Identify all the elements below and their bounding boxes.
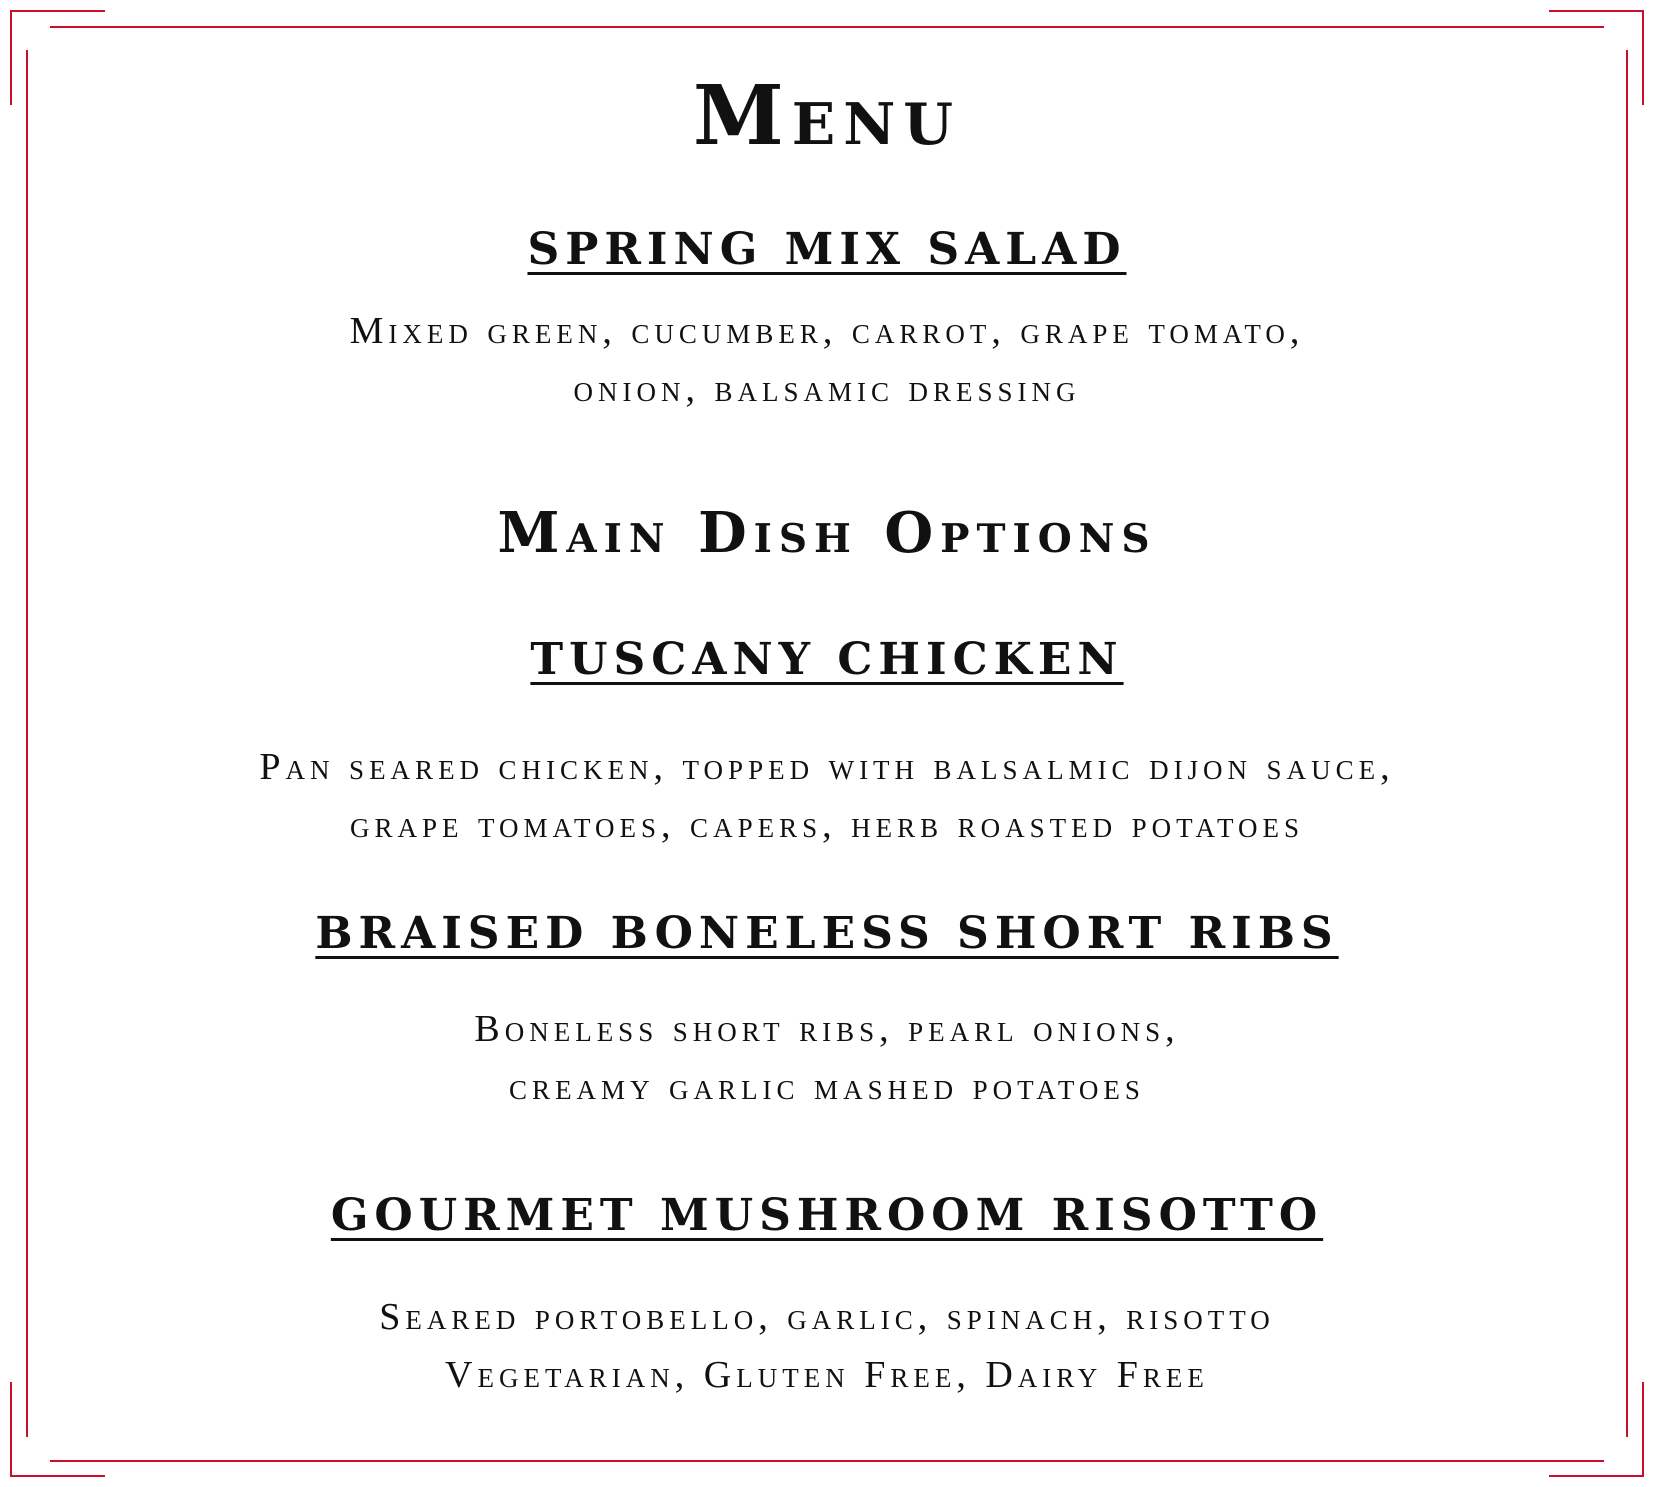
dish-title-short-ribs [0,908,1654,959]
corner-top-left-horizontal [10,10,105,12]
salad-title [0,224,1654,275]
frame-top-line [50,26,1604,28]
corner-bottom-left-horizontal [10,1475,105,1477]
dish-description-line1: Boneless short ribs, pearl onions, [474,1008,1180,1050]
corner-bottom-right-horizontal [1549,1475,1644,1477]
dish-description-line2: grape tomatoes, capers, herb roasted potatoes [350,804,1304,846]
salad-description-line2: onion, balsamic dressing [573,368,1081,410]
main-dish-heading: Main Dish Options [497,500,1157,566]
dish-description-line1: Pan seared chicken, topped with balsalmic dijon sauce, [259,746,1395,788]
dish-title-text: BRAISED BONELESS SHORT RIBS [315,908,1339,959]
dish-title-mushroom-risotto [0,1190,1654,1241]
dish-title-tuscany-chicken [0,634,1654,685]
menu-title: Menu [692,68,962,164]
frame-bottom-line [50,1460,1604,1462]
dish-title-text: TUSCANY CHICKEN [530,634,1124,685]
dish-description-line2: creamy garlic mashed potatoes [509,1066,1145,1108]
salad-description-line1: Mixed green, cucumber, carrot, grape tomato, [349,310,1305,352]
corner-top-right-horizontal [1549,10,1644,12]
dish-title-text: GOURMET MUSHROOM RISOTTO [330,1190,1324,1241]
dish-description-line1: Seared portobello, garlic, spinach, risotto [379,1296,1275,1338]
dish-description-line2: Vegetarian, Gluten Free, Dairy Free [445,1354,1209,1396]
salad-title-text: SPRING MIX SALAD [527,224,1127,275]
